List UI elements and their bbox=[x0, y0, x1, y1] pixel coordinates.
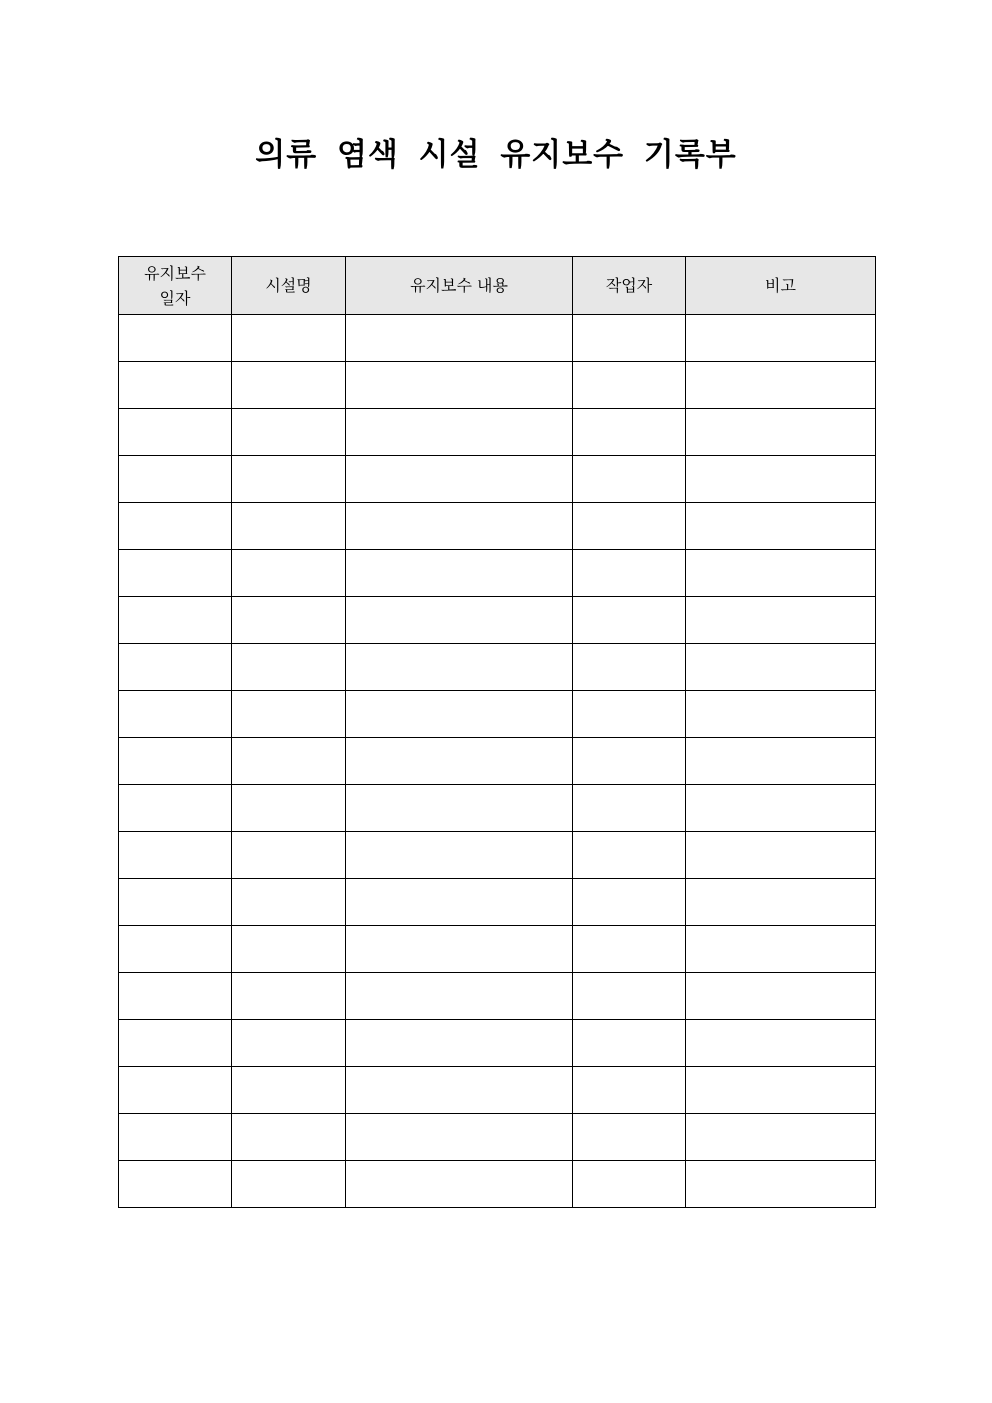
table-row bbox=[119, 409, 876, 456]
cell-facility-name[interactable] bbox=[232, 409, 346, 456]
cell-worker[interactable] bbox=[573, 879, 686, 926]
cell-facility-name[interactable] bbox=[232, 362, 346, 409]
table-row bbox=[119, 926, 876, 973]
cell-remarks[interactable] bbox=[686, 456, 876, 503]
table-row bbox=[119, 456, 876, 503]
table-row bbox=[119, 973, 876, 1020]
cell-maintenance-date[interactable] bbox=[119, 644, 232, 691]
maintenance-log-table bbox=[118, 256, 876, 1208]
cell-maintenance-content[interactable] bbox=[346, 1067, 573, 1114]
cell-maintenance-date[interactable] bbox=[119, 1020, 232, 1067]
table-row bbox=[119, 1114, 876, 1161]
cell-facility-name[interactable] bbox=[232, 1067, 346, 1114]
table-row bbox=[119, 503, 876, 550]
cell-maintenance-date[interactable] bbox=[119, 879, 232, 926]
cell-remarks[interactable] bbox=[686, 879, 876, 926]
cell-facility-name[interactable] bbox=[232, 926, 346, 973]
cell-worker[interactable] bbox=[573, 503, 686, 550]
cell-maintenance-date[interactable] bbox=[119, 1114, 232, 1161]
cell-remarks[interactable] bbox=[686, 362, 876, 409]
table-body bbox=[119, 315, 876, 1208]
cell-remarks[interactable] bbox=[686, 1020, 876, 1067]
cell-maintenance-date[interactable] bbox=[119, 550, 232, 597]
table-row bbox=[119, 550, 876, 597]
cell-maintenance-date[interactable] bbox=[119, 1067, 232, 1114]
header-maintenance-date bbox=[119, 257, 232, 315]
cell-remarks[interactable] bbox=[686, 503, 876, 550]
header-remarks: 비고 bbox=[686, 257, 876, 315]
cell-maintenance-content[interactable] bbox=[346, 973, 573, 1020]
table-row bbox=[119, 785, 876, 832]
cell-maintenance-content[interactable] bbox=[346, 926, 573, 973]
cell-remarks[interactable] bbox=[686, 832, 876, 879]
cell-worker[interactable] bbox=[573, 362, 686, 409]
cell-worker[interactable] bbox=[573, 738, 686, 785]
cell-maintenance-content[interactable] bbox=[346, 362, 573, 409]
table-row bbox=[119, 832, 876, 879]
cell-maintenance-content[interactable] bbox=[346, 503, 573, 550]
header-worker: 작업자 bbox=[573, 257, 686, 315]
cell-maintenance-content[interactable] bbox=[346, 550, 573, 597]
cell-maintenance-date[interactable] bbox=[119, 597, 232, 644]
cell-maintenance-content[interactable] bbox=[346, 1114, 573, 1161]
cell-remarks[interactable] bbox=[686, 644, 876, 691]
cell-maintenance-content[interactable] bbox=[346, 785, 573, 832]
cell-remarks[interactable] bbox=[686, 738, 876, 785]
cell-maintenance-date[interactable] bbox=[119, 832, 232, 879]
cell-remarks[interactable] bbox=[686, 550, 876, 597]
cell-facility-name[interactable] bbox=[232, 315, 346, 362]
cell-remarks[interactable] bbox=[686, 597, 876, 644]
table-row bbox=[119, 879, 876, 926]
cell-maintenance-date[interactable] bbox=[119, 315, 232, 362]
cell-worker[interactable] bbox=[573, 644, 686, 691]
cell-worker[interactable] bbox=[573, 926, 686, 973]
cell-remarks[interactable] bbox=[686, 1114, 876, 1161]
table-row bbox=[119, 1020, 876, 1067]
cell-facility-name[interactable] bbox=[232, 550, 346, 597]
cell-worker[interactable] bbox=[573, 597, 686, 644]
cell-remarks[interactable] bbox=[686, 315, 876, 362]
cell-maintenance-content[interactable] bbox=[346, 1020, 573, 1067]
cell-worker[interactable] bbox=[573, 691, 686, 738]
cell-worker[interactable] bbox=[573, 1114, 686, 1161]
cell-facility-name[interactable] bbox=[232, 691, 346, 738]
table-row bbox=[119, 738, 876, 785]
cell-remarks[interactable] bbox=[686, 409, 876, 456]
table-row bbox=[119, 1067, 876, 1114]
cell-maintenance-content[interactable] bbox=[346, 738, 573, 785]
cell-facility-name[interactable] bbox=[232, 832, 346, 879]
cell-remarks[interactable] bbox=[686, 1161, 876, 1208]
cell-maintenance-date[interactable] bbox=[119, 409, 232, 456]
cell-maintenance-date[interactable] bbox=[119, 973, 232, 1020]
cell-maintenance-date[interactable] bbox=[119, 456, 232, 503]
cell-maintenance-date[interactable] bbox=[119, 738, 232, 785]
table-row bbox=[119, 691, 876, 738]
cell-worker[interactable] bbox=[573, 973, 686, 1020]
cell-maintenance-content[interactable] bbox=[346, 832, 573, 879]
table-row bbox=[119, 362, 876, 409]
table-row bbox=[119, 1161, 876, 1208]
cell-worker[interactable] bbox=[573, 1161, 686, 1208]
cell-worker[interactable] bbox=[573, 550, 686, 597]
cell-facility-name[interactable] bbox=[232, 597, 346, 644]
cell-maintenance-date[interactable] bbox=[119, 691, 232, 738]
cell-worker[interactable] bbox=[573, 409, 686, 456]
cell-remarks[interactable] bbox=[686, 691, 876, 738]
cell-maintenance-date[interactable] bbox=[119, 503, 232, 550]
cell-remarks[interactable] bbox=[686, 973, 876, 1020]
cell-maintenance-content[interactable] bbox=[346, 644, 573, 691]
cell-remarks[interactable] bbox=[686, 785, 876, 832]
cell-facility-name[interactable] bbox=[232, 1161, 346, 1208]
cell-maintenance-date[interactable] bbox=[119, 926, 232, 973]
cell-maintenance-content[interactable] bbox=[346, 1161, 573, 1208]
cell-facility-name[interactable] bbox=[232, 1114, 346, 1161]
cell-facility-name[interactable] bbox=[232, 503, 346, 550]
page-title: 의류 염색 시설 유지보수 기록부 bbox=[255, 137, 737, 173]
cell-facility-name[interactable] bbox=[232, 644, 346, 691]
cell-facility-name[interactable] bbox=[232, 879, 346, 926]
cell-facility-name[interactable] bbox=[232, 973, 346, 1020]
cell-maintenance-content[interactable] bbox=[346, 456, 573, 503]
header-date-line2: 일자 bbox=[159, 288, 191, 308]
cell-worker[interactable] bbox=[573, 315, 686, 362]
cell-maintenance-content[interactable] bbox=[346, 691, 573, 738]
cell-maintenance-content[interactable] bbox=[346, 879, 573, 926]
cell-facility-name[interactable] bbox=[232, 456, 346, 503]
cell-maintenance-date[interactable] bbox=[119, 1161, 232, 1208]
cell-facility-name[interactable] bbox=[232, 785, 346, 832]
cell-remarks[interactable] bbox=[686, 1067, 876, 1114]
table-header-row bbox=[119, 257, 876, 315]
cell-remarks[interactable] bbox=[686, 926, 876, 973]
table-row bbox=[119, 315, 876, 362]
cell-worker[interactable] bbox=[573, 1067, 686, 1114]
cell-maintenance-date[interactable] bbox=[119, 785, 232, 832]
header-maintenance-content: 유지보수 내용 bbox=[346, 257, 573, 315]
table-row bbox=[119, 597, 876, 644]
table-row bbox=[119, 644, 876, 691]
cell-facility-name[interactable] bbox=[232, 1020, 346, 1067]
cell-maintenance-content[interactable] bbox=[346, 315, 573, 362]
cell-maintenance-date[interactable] bbox=[119, 362, 232, 409]
cell-worker[interactable] bbox=[573, 832, 686, 879]
cell-worker[interactable] bbox=[573, 1020, 686, 1067]
cell-worker[interactable] bbox=[573, 785, 686, 832]
cell-worker[interactable] bbox=[573, 456, 686, 503]
cell-maintenance-content[interactable] bbox=[346, 409, 573, 456]
header-date-line1: 유지보수 bbox=[144, 263, 206, 283]
cell-maintenance-content[interactable] bbox=[346, 597, 573, 644]
cell-facility-name[interactable] bbox=[232, 738, 346, 785]
header-facility-name: 시설명 bbox=[232, 257, 346, 315]
